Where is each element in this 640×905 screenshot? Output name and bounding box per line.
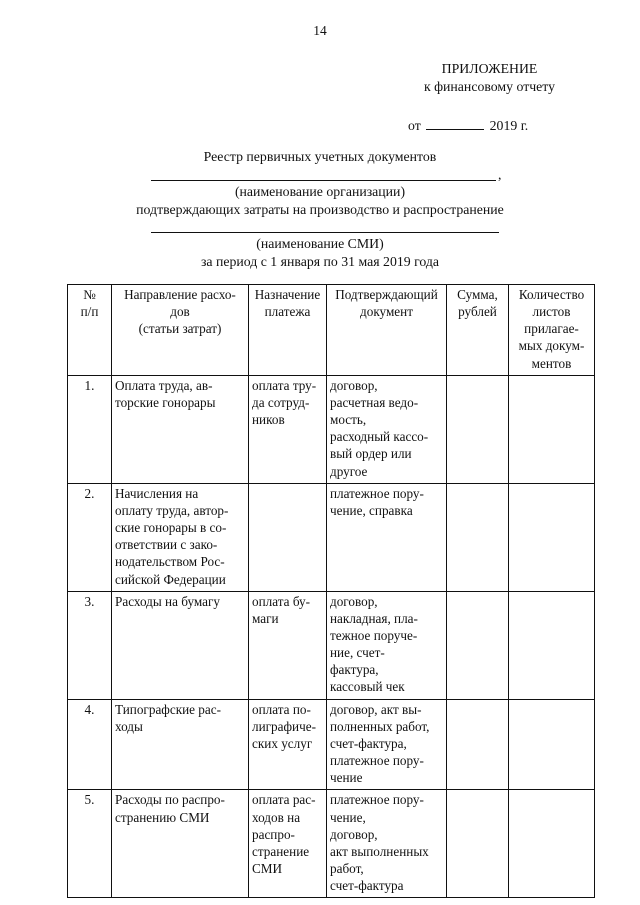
supporting-document-cell: договор, расчетная ведо- мость, расходный кассо- вый ордер или другое: [327, 375, 447, 483]
payment-purpose-cell: оплата бу- маги: [249, 591, 327, 699]
sheet-count-cell: [509, 483, 595, 591]
table-row: [68, 483, 595, 591]
media-blank-line: [151, 232, 499, 233]
header-number: № п/п: [68, 285, 112, 376]
amount-cell: [447, 591, 509, 699]
sheet-count-cell: [509, 790, 595, 898]
table-row: [68, 790, 595, 898]
row-number: 5.: [68, 790, 112, 898]
payment-purpose-cell: оплата тру- да сотруд- ников: [249, 375, 327, 483]
report-date-line: [408, 117, 528, 135]
supporting-document-cell: платежное пору- чение, договор, акт выполненных работ, счет-фактура: [327, 790, 447, 898]
amount-cell: [447, 699, 509, 790]
table-row: [68, 591, 595, 699]
row-number: 3.: [68, 591, 112, 699]
appendix-header: [407, 60, 572, 96]
date-year: 2019 г.: [489, 118, 529, 133]
media-caption: (наименование СМИ): [256, 236, 384, 251]
amount-cell: [447, 375, 509, 483]
header-sheet-count: Количество листов прилагае- мых докум- ментов: [509, 285, 595, 376]
organization-comma: ,: [498, 167, 502, 182]
supporting-document-cell: договор, накладная, пла- тежное поруче- ние, счет- фактура, кассовый чек: [327, 591, 447, 699]
payment-purpose-cell: оплата рас- ходов на распро- странение СМИ: [249, 790, 327, 898]
payment-purpose-cell: [249, 483, 327, 591]
appendix-subtitle: к финансовому отчету: [423, 79, 556, 95]
row-number: 2.: [68, 483, 112, 591]
expense-direction-cell: Расходы по распро- странению СМИ: [112, 790, 249, 898]
supporting-document-cell: платежное пору- чение, справка: [327, 483, 447, 591]
header-expense-direction: Направление расхо- дов (статьи затрат): [112, 285, 249, 376]
sheet-count-cell: [509, 591, 595, 699]
documents-register-table: [67, 284, 595, 898]
header-payment-purpose: Назначение платежа: [249, 285, 327, 376]
supporting-document-cell: договор, акт вы- полненных работ, счет-фактура, платежное пору- чение: [327, 699, 447, 790]
amount-cell: [447, 790, 509, 898]
amount-cell: [447, 483, 509, 591]
row-number: 4.: [68, 699, 112, 790]
expense-direction-cell: Расходы на бумагу: [112, 591, 249, 699]
table-header-row: [68, 285, 595, 376]
page-number: 14: [313, 23, 327, 38]
table-row: [68, 699, 595, 790]
date-blank-field: [426, 117, 484, 130]
header-supporting-document: Подтверждающий документ: [327, 285, 447, 376]
header-amount: Сумма, рублей: [447, 285, 509, 376]
expense-direction-cell: Начисления на оплату труда, автор- ские гонорары в со- ответствии с зако- нодательством Рос- сийской Федерации: [112, 483, 249, 591]
row-number: 1.: [68, 375, 112, 483]
table-row: [68, 375, 595, 483]
register-purpose: подтверждающих затраты на производство и распространение: [136, 202, 504, 217]
payment-purpose-cell: оплата по- лиграфиче- ских услуг: [249, 699, 327, 790]
sheet-count-cell: [509, 375, 595, 483]
expense-direction-cell: Оплата труда, ав- торские гонорары: [112, 375, 249, 483]
register-title: Реестр первичных учетных документов: [203, 149, 437, 164]
expense-direction-cell: Типографские рас- ходы: [112, 699, 249, 790]
register-period: за период с 1 января по 31 мая 2019 года: [200, 254, 440, 269]
organization-blank-line: [151, 180, 496, 181]
sheet-count-cell: [509, 699, 595, 790]
date-prefix: от: [408, 118, 421, 133]
organization-caption: (наименование организации): [234, 184, 406, 199]
appendix-title: ПРИЛОЖЕНИЕ: [441, 61, 538, 76]
